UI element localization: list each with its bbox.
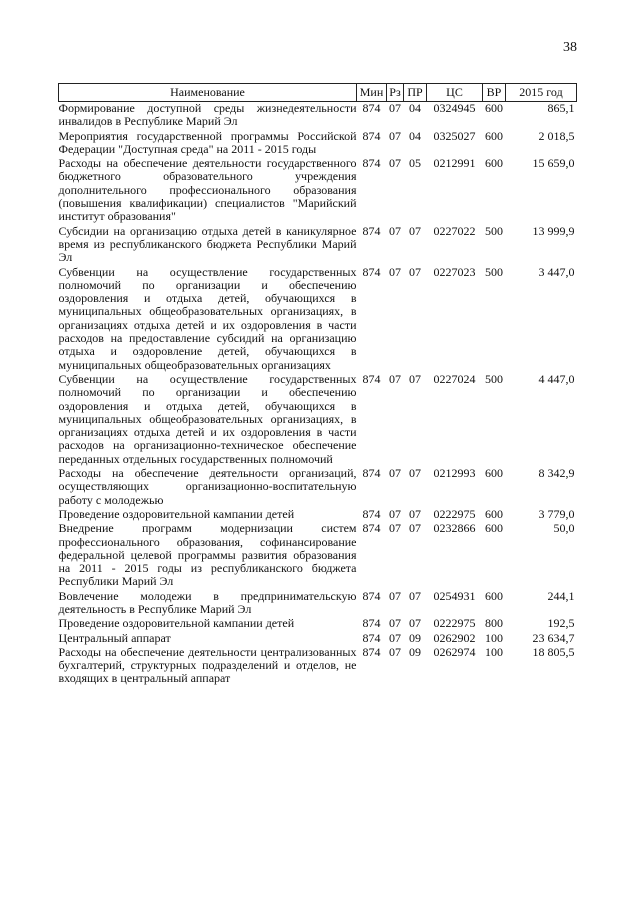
cell-min: 874 — [362, 223, 381, 238]
header-pr: ПР — [404, 84, 427, 102]
table-row — [59, 522, 577, 589]
cell-rz: 07 — [389, 644, 401, 659]
table-row — [59, 225, 577, 266]
cell-amount: 18 805,5 — [532, 644, 575, 659]
cell-vr: 500 — [485, 371, 503, 386]
cell-rz: 07 — [389, 156, 401, 171]
cell-rz: 07 — [389, 616, 401, 631]
cell-rz: 07 — [389, 101, 401, 115]
cell-amount: 2 018,5 — [538, 128, 575, 143]
cell-pr: 04 — [409, 128, 421, 143]
cell-amount: 192,5 — [547, 616, 575, 631]
table-row — [59, 102, 577, 130]
cell-rz: 07 — [389, 630, 401, 645]
table-row — [59, 373, 577, 467]
cell-amount: 23 634,7 — [532, 630, 575, 645]
cell-pr: 07 — [409, 616, 421, 631]
cell-amount: 8 342,9 — [538, 466, 575, 481]
cell-amount: 4 447,0 — [538, 371, 575, 386]
cell-cs: 0222975 — [433, 616, 476, 631]
cell-min: 874 — [362, 371, 381, 386]
cell-vr: 500 — [485, 223, 503, 238]
cell-amount: 50,0 — [553, 521, 575, 536]
header-vr: ВР — [483, 84, 506, 102]
cell-cs: 0254931 — [433, 588, 476, 603]
cell-amount: 3 779,0 — [538, 506, 575, 521]
cell-min: 874 — [362, 644, 381, 659]
cell-vr: 100 — [485, 644, 503, 659]
table-body — [59, 102, 577, 687]
table-row — [59, 157, 577, 224]
cell-pr: 07 — [409, 521, 421, 536]
table-row — [59, 590, 577, 618]
page-number: 38 — [563, 40, 577, 55]
cell-min: 874 — [362, 466, 381, 481]
header-name: Наименование — [59, 84, 357, 102]
cell-name: Формирование доступной среды жизнедеятельности инвалидов в Республике Марий Эл — [58, 101, 357, 129]
cell-min: 874 — [362, 521, 381, 536]
cell-pr: 07 — [409, 264, 421, 279]
cell-rz: 07 — [389, 371, 401, 386]
cell-min: 874 — [362, 616, 381, 631]
table-row — [59, 617, 577, 631]
cell-pr: 07 — [409, 466, 421, 481]
cell-cs: 0324945 — [433, 101, 476, 115]
cell-pr: 05 — [409, 156, 421, 171]
cell-pr: 09 — [409, 644, 421, 659]
header-min: Мин — [357, 84, 387, 102]
cell-rz: 07 — [389, 506, 401, 521]
cell-name: Мероприятия государственной программы Российской Федерации "Доступная среда" на 2011 - 2015 годы — [58, 128, 357, 156]
cell-cs: 0227022 — [433, 223, 476, 238]
cell-min: 874 — [362, 630, 381, 645]
cell-rz: 07 — [389, 466, 401, 481]
cell-name: Вовлечение молодежи в предпринимательскую деятельность в Республике Марий Эл — [58, 588, 357, 616]
cell-pr: 07 — [409, 223, 421, 238]
cell-cs: 0227023 — [433, 264, 476, 279]
cell-vr: 600 — [485, 128, 503, 143]
cell-pr: 07 — [409, 506, 421, 521]
cell-rz: 07 — [389, 223, 401, 238]
table-row — [59, 467, 577, 508]
cell-name: Проведение оздоровительной кампании детей — [58, 616, 295, 631]
cell-rz: 07 — [389, 588, 401, 603]
cell-name: Расходы на обеспечение деятельности государственного бюджетного образовательного учреждения дополнительного профессионального образования (повышения квалификации) специалистов "Марийский институт образования" — [58, 156, 357, 224]
cell-pr: 09 — [409, 630, 421, 645]
budget-table — [58, 83, 577, 687]
cell-cs: 0212993 — [433, 466, 476, 481]
cell-vr: 600 — [485, 156, 503, 171]
cell-vr: 600 — [485, 506, 503, 521]
cell-name: Субвенции на осуществление государственных полномочий по организации и обеспечению оздоровления и отдыха детей, обучающихся в муниципальных общеобразовательных организациях, в организациях отдыха детей и их оздоровления в части расходов на организационно-техническое обеспечение переданных отдельных государственных полномочий — [58, 371, 357, 466]
cell-pr: 07 — [409, 588, 421, 603]
cell-cs: 0262974 — [433, 644, 476, 659]
cell-cs: 0212991 — [433, 156, 476, 171]
cell-amount: 3 447,0 — [538, 264, 575, 279]
table-row — [59, 632, 577, 646]
cell-cs: 0232866 — [433, 521, 476, 536]
cell-amount: 15 659,0 — [532, 156, 575, 171]
cell-rz: 07 — [389, 264, 401, 279]
cell-rz: 07 — [389, 521, 401, 536]
cell-cs: 0222975 — [433, 506, 476, 521]
cell-vr: 600 — [485, 588, 503, 603]
header-amount: 2015 год — [506, 84, 577, 102]
cell-min: 874 — [362, 128, 381, 143]
cell-vr: 800 — [485, 616, 503, 631]
cell-name: Внедрение программ модернизации систем профессионального образования, софинансирование федеральной целевой программы развития образования на 2011 - 2015 годы из республиканского бюджета Республики Марий Эл — [58, 521, 357, 589]
cell-vr: 500 — [485, 264, 503, 279]
cell-min: 874 — [362, 264, 381, 279]
cell-name: Расходы на обеспечение деятельности организаций, осуществляющих организационно-воспитательную работу с молодежью — [58, 466, 357, 507]
table-header-row — [59, 84, 577, 102]
table-row — [59, 508, 577, 522]
cell-min: 874 — [362, 101, 381, 115]
cell-name: Расходы на обеспечение деятельности централизованных бухгалтерий, структурных подразделений и отделов, не входящих в центральный аппарат — [58, 644, 357, 686]
cell-vr: 100 — [485, 630, 503, 645]
cell-vr: 600 — [485, 466, 503, 481]
cell-amount: 13 999,9 — [532, 223, 575, 238]
cell-pr: 07 — [409, 371, 421, 386]
cell-cs: 0227024 — [433, 371, 476, 386]
cell-min: 874 — [362, 588, 381, 603]
cell-name: Центральный аппарат — [58, 630, 171, 645]
table-row — [59, 646, 577, 687]
cell-name: Субсидии на организацию отдыха детей в каникулярное время из республиканского бюджета Республики Марий Эл — [58, 223, 357, 265]
cell-amount: 865,1 — [547, 101, 575, 115]
cell-rz: 07 — [389, 128, 401, 143]
cell-vr: 600 — [485, 521, 503, 536]
cell-vr: 600 — [485, 101, 503, 115]
header-cs: ЦС — [427, 84, 483, 102]
cell-amount: 244,1 — [547, 588, 575, 603]
cell-name: Субвенции на осуществление государственных полномочий по организации и обеспечению оздоровления и отдыха детей, обучающихся в муниципальных общеобразовательных организациях, в организациях отдыха детей и их оздоровления в части расходов на предоставление субсидий на организацию отдыха и оздоровление детей, обучающихся в муниципальных общеобразовательных организациях — [58, 264, 357, 372]
cell-cs: 0325027 — [433, 128, 476, 143]
header-rz: Рз — [387, 84, 404, 102]
table-row — [59, 266, 577, 373]
cell-min: 874 — [362, 506, 381, 521]
table-row — [59, 130, 577, 158]
cell-min: 874 — [362, 156, 381, 171]
cell-cs: 0262902 — [433, 630, 476, 645]
cell-pr: 04 — [409, 101, 421, 115]
cell-name: Проведение оздоровительной кампании детей — [58, 506, 295, 521]
